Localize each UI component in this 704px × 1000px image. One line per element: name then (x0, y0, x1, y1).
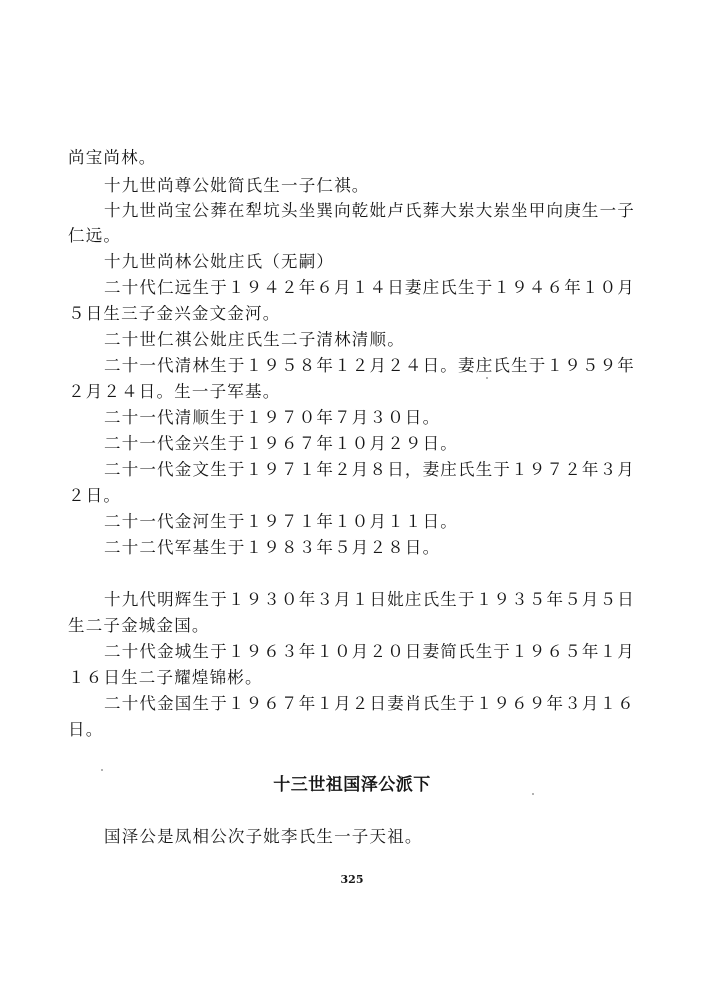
text-line: 尚宝尚林。 (68, 148, 157, 167)
scan-speck (532, 793, 534, 795)
text-line: 仁远。 (68, 226, 122, 245)
section-heading: 十三世祖国泽公派下 (273, 775, 431, 795)
page-number: 325 (340, 873, 364, 886)
text-line: 二十代金城生于１９６３年１０月２０日妻简氏生于１９６５年１月 (104, 642, 635, 661)
text-line: ２月２４日。生一子军基。 (68, 382, 281, 401)
text-line: 二十一代清林生于１９５８年１２月２４日。妻庄氏生于１９５９年 (104, 356, 635, 375)
text-line: 日。 (68, 720, 104, 739)
scan-speck (486, 377, 488, 379)
scan-speck (101, 769, 103, 771)
text-line: 二十一代金文生于１９７１年２月８日，妻庄氏生于１９７２年３月 (104, 460, 635, 479)
text-line: 二十一代清顺生于１９７０年７月３０日。 (104, 408, 441, 427)
text-line: 十九世尚宝公葬在犁坑头坐巽向乾妣卢氏葬大岽大岽坐甲向庚生一子 (104, 201, 635, 220)
text-line: 生二子金城金国。 (68, 616, 210, 635)
text-line: 十九代明辉生于１９３０年３月１日妣庄氏生于１９３５年５月５日 (104, 590, 635, 609)
text-line: 十九世尚尊公妣简氏生一子仁祺。 (104, 176, 370, 195)
text-line: 二十一代金兴生于１９６７年１０月２９日。 (104, 434, 458, 453)
text-line: ２日。 (68, 486, 122, 505)
text-line: 二十世仁祺公妣庄氏生二子清林清顺。 (104, 330, 405, 349)
text-line: 二十一代金河生于１９７１年１０月１１日。 (104, 512, 458, 531)
text-line: ５日生三子金兴金文金河。 (68, 304, 281, 323)
text-line: 二十代仁远生于１９４２年６月１４日妻庄氏生于１９４６年１０月 (104, 278, 635, 297)
text-line: 二十代金国生于１９６７年１月２日妻肖氏生于１９６９年３月１６ (104, 694, 635, 713)
text-line: 十九世尚林公妣庄氏（无嗣） (104, 252, 335, 271)
closing-line: 国泽公是凤相公次子妣李氏生一子天祖。 (104, 827, 423, 846)
text-line: １６日生二子耀煌锦彬。 (68, 668, 263, 687)
text-line: 二十二代军基生于１９８３年５月２８日。 (104, 538, 441, 557)
